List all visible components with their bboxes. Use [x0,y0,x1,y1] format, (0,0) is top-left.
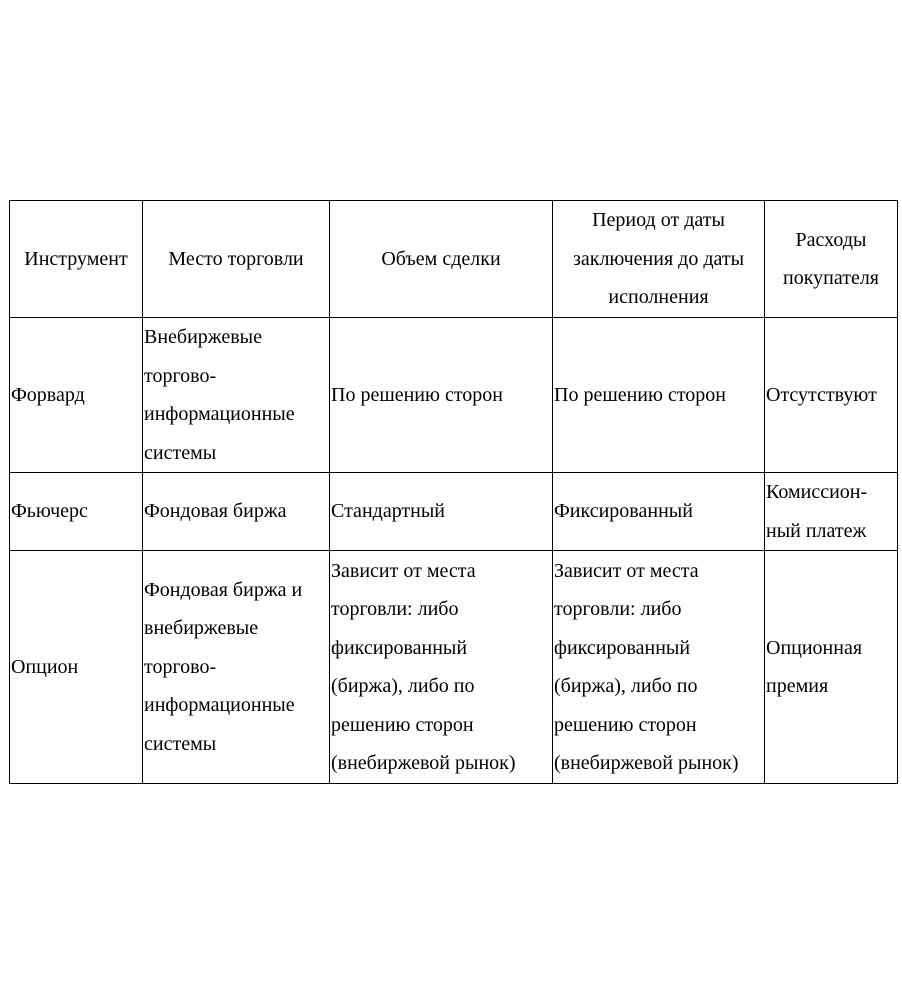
table-cell: Комиссион- ный платеж [765,473,898,551]
table-header-row [10,201,898,318]
table-cell: Стандартный [330,473,553,551]
header-cell-buyer-costs: Расходы покупателя [765,201,898,318]
table-cell: Фондовая биржа [143,473,330,551]
table-row [10,473,898,551]
table-cell: Отсутствуют [765,318,898,473]
header-cell-period: Период от даты заключения до даты исполнения [553,201,765,318]
table-cell: По решению сторон [330,318,553,473]
table-row [10,551,898,784]
table-cell: Опцион [10,551,143,784]
table-cell: По решению сторон [553,318,765,473]
comparison-table [9,200,898,784]
table-cell: Форвард [10,318,143,473]
header-cell-instrument: Инструмент [10,201,143,318]
table-cell: Фондовая биржа и внебиржевые торгово- информационные системы [143,551,330,784]
table-cell: Опционная премия [765,551,898,784]
table-cell: Внебиржевые торгово- информационные системы [143,318,330,473]
header-cell-trading-venue: Место торговли [143,201,330,318]
header-cell-deal-volume: Объем сделки [330,201,553,318]
table-cell: Фьючерс [10,473,143,551]
table-cell: Зависит от места торговли: либо фиксированный (биржа), либо по решению сторон (внебиржевой рынок) [330,551,553,784]
table-cell: Зависит от места торговли: либо фиксированный (биржа), либо по решению сторон (внебиржевой рынок) [553,551,765,784]
table-row [10,318,898,473]
table-cell: Фиксированный [553,473,765,551]
